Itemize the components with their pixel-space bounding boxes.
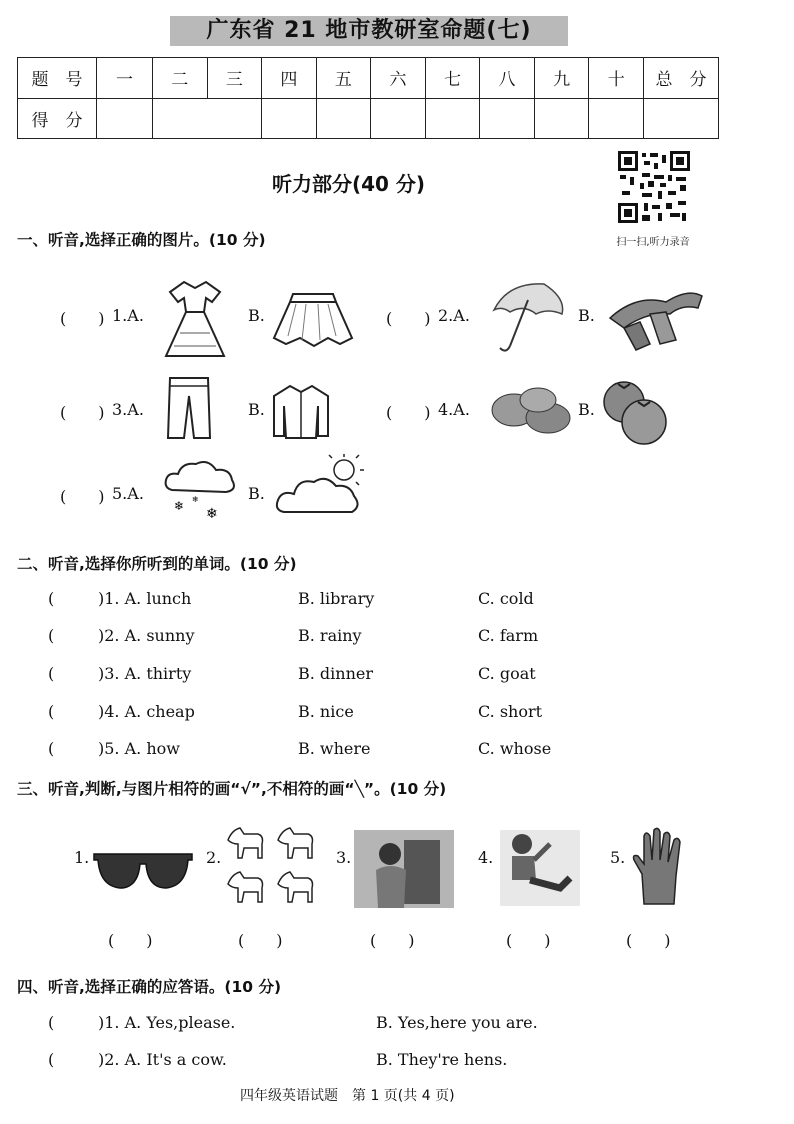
question-label: 3.A. — [112, 400, 144, 419]
option-b: B. rainy — [298, 626, 362, 645]
score-cell[interactable] — [371, 98, 426, 139]
score-header-cell: 题 号 — [18, 58, 97, 99]
glove-icon[interactable] — [632, 826, 690, 908]
answer-paren[interactable]: ( ) — [386, 403, 431, 422]
option-a: )3. A. thirty — [98, 664, 192, 683]
qr-code-icon[interactable] — [618, 151, 690, 223]
score-header-cell: 十 — [589, 58, 644, 99]
answer-paren[interactable]: ( — [48, 702, 55, 721]
answer-paren[interactable]: ( ) — [60, 309, 105, 328]
option-b-label: B. — [248, 306, 265, 325]
trousers-icon[interactable] — [166, 376, 212, 440]
score-cell[interactable] — [316, 98, 371, 139]
option-c: C. whose — [478, 739, 552, 758]
score-header-cell: 五 — [316, 58, 371, 99]
answer-paren[interactable]: ( — [48, 1013, 55, 1032]
potatoes-icon[interactable] — [490, 384, 574, 436]
part2-heading: 二、听音,选择你所听到的单词。(10 分) — [17, 555, 297, 573]
skirt-icon[interactable] — [268, 290, 358, 350]
answer-blank[interactable]: ( ) — [506, 931, 551, 950]
picture-number: 3. — [336, 848, 352, 867]
option-b-label: B. — [248, 484, 265, 503]
shirt-icon[interactable] — [270, 382, 332, 440]
part4-heading: 四、听音,选择正确的应答语。(10 分) — [17, 978, 282, 996]
score-header-cell: 二 — [153, 58, 208, 99]
answer-blank[interactable]: ( ) — [626, 931, 671, 950]
score-header-cell: 总 分 — [644, 58, 719, 99]
svg-text:❄: ❄ — [192, 495, 199, 504]
part1-heading: 一、听音,选择正确的图片。(10 分) — [17, 231, 266, 249]
option-b: B. library — [298, 589, 375, 608]
option-c: C. short — [478, 702, 543, 721]
option-c: C. farm — [478, 626, 539, 645]
score-header-cell: 九 — [534, 58, 589, 99]
option-b: B. They're hens. — [376, 1050, 508, 1069]
answer-blank[interactable]: ( ) — [238, 931, 283, 950]
tomatoes-icon[interactable] — [600, 378, 670, 446]
option-b-label: B. — [578, 400, 595, 419]
score-table — [17, 57, 719, 139]
question-label: 1.A. — [112, 306, 144, 325]
score-cell[interactable] — [644, 98, 719, 139]
page-footer: 四年级英语试题 第 1 页(共 4 页) — [240, 1088, 455, 1104]
scarf-icon[interactable] — [606, 284, 706, 354]
answer-paren[interactable]: ( ) — [60, 487, 105, 506]
score-cell[interactable] — [425, 98, 480, 139]
score-cell[interactable] — [589, 98, 644, 139]
question-label: 2.A. — [438, 306, 470, 325]
listening-title: 听力部分(40 分) — [272, 172, 426, 196]
option-a: )1. A. lunch — [98, 589, 192, 608]
option-b: B. Yes,here you are. — [376, 1013, 538, 1032]
answer-paren[interactable]: ( — [48, 1050, 55, 1069]
option-b: B. where — [298, 739, 371, 758]
svg-text:❄: ❄ — [206, 506, 218, 522]
option-a: )4. A. cheap — [98, 702, 195, 721]
answer-paren[interactable]: ( ) — [60, 403, 105, 422]
answer-blank[interactable]: ( ) — [370, 931, 415, 950]
svg-text:❄: ❄ — [174, 499, 185, 513]
picture-number: 4. — [478, 848, 494, 867]
score-header-cell: 三 — [207, 58, 262, 99]
girl-with-clothes-photo[interactable] — [354, 830, 454, 908]
question-label: 5.A. — [112, 484, 144, 503]
question-label: 4.A. — [438, 400, 470, 419]
sunglasses-icon[interactable] — [92, 850, 194, 892]
score-cell[interactable] — [480, 98, 535, 139]
answer-paren[interactable]: ( — [48, 626, 55, 645]
partly-cloudy-icon[interactable] — [274, 454, 374, 520]
score-header-cell: 七 — [425, 58, 480, 99]
option-c: C. cold — [478, 589, 534, 608]
picture-number: 1. — [74, 848, 90, 867]
score-cell[interactable] — [97, 98, 153, 139]
score-header-cell: 一 — [97, 58, 153, 99]
answer-paren[interactable]: ( — [48, 589, 55, 608]
option-b: B. nice — [298, 702, 354, 721]
score-cell[interactable] — [262, 98, 317, 139]
option-b-label: B. — [578, 306, 595, 325]
answer-paren[interactable]: ( — [48, 739, 55, 758]
score-cell[interactable] — [534, 98, 589, 139]
answer-blank[interactable]: ( ) — [108, 931, 153, 950]
score-header-cell: 六 — [371, 58, 426, 99]
dress-icon[interactable] — [160, 278, 230, 360]
option-a: )2. A. It's a cow. — [98, 1050, 227, 1069]
score-header-cell: 四 — [262, 58, 317, 99]
option-a: )2. A. sunny — [98, 626, 195, 645]
option-b-label: B. — [248, 400, 265, 419]
score-row-label: 得 分 — [18, 98, 97, 139]
exam-title: 广东省 21 地市教研室命题(七) — [170, 16, 568, 46]
option-c: C. goat — [478, 664, 536, 683]
picture-number: 5. — [610, 848, 626, 867]
answer-paren[interactable]: ( ) — [386, 309, 431, 328]
option-a: )5. A. how — [98, 739, 180, 758]
option-a: )1. A. Yes,please. — [98, 1013, 236, 1032]
snowy-cloud-icon[interactable] — [160, 456, 240, 520]
score-cell[interactable] — [153, 98, 262, 139]
part3-heading: 三、听音,判断,与图片相符的画“√”,不相符的画“╲”。(10 分) — [17, 780, 447, 798]
picture-number: 2. — [206, 848, 222, 867]
boy-sitting-photo[interactable] — [500, 830, 580, 906]
option-b: B. dinner — [298, 664, 374, 683]
qr-caption: 扫一扫,听力录音 — [616, 237, 690, 248]
horses-icon[interactable] — [222, 822, 322, 914]
score-header-cell: 八 — [480, 58, 535, 99]
answer-paren[interactable]: ( — [48, 664, 55, 683]
umbrella-icon[interactable] — [488, 280, 568, 356]
